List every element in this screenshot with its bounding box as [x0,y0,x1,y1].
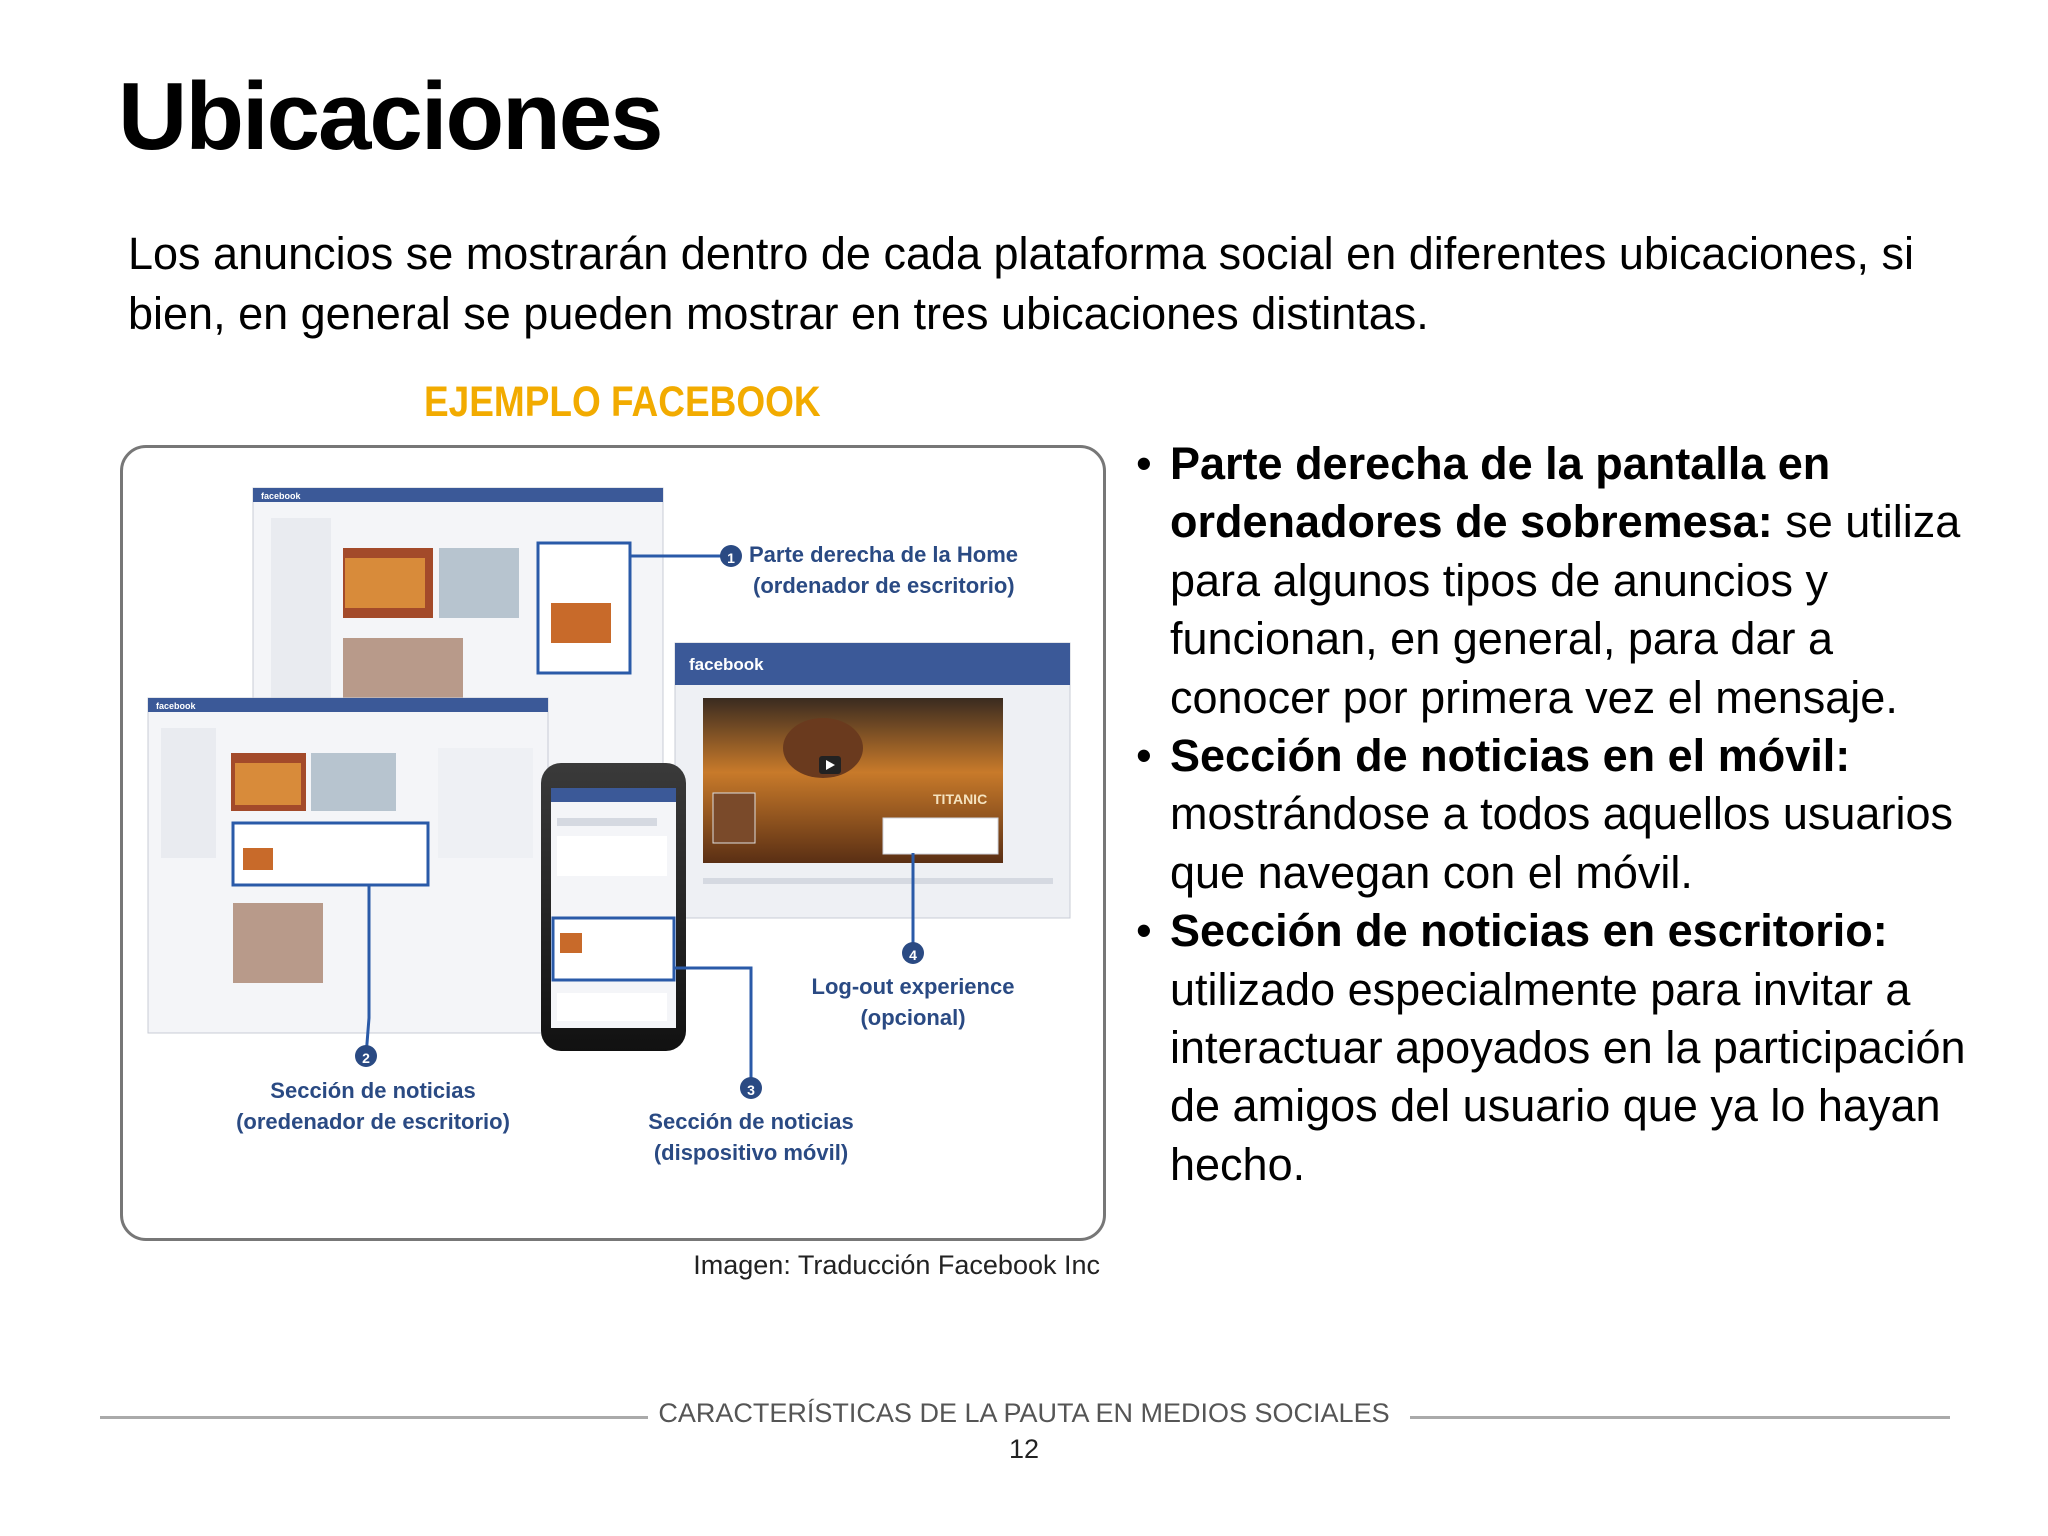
callout-2-line2: (oredenador de escritorio) [236,1109,510,1134]
callout-3-line1: Sección de noticias [648,1109,854,1134]
mobile-phone [541,763,686,1051]
footer-title: CARACTERÍSTICAS DE LA PAUTA EN MEDIOS SOCIALES [648,1398,1399,1428]
bullet-heading: Parte derecha de la pantalla en ordenadores de sobremesa: [1170,438,1831,548]
bullet-heading: Sección de noticias en escritorio: [1170,905,1888,957]
placements-list [1140,435,2000,1194]
callout-4-line2: (opcional) [860,1005,966,1030]
callout-3-line2: (dispositivo móvil) [653,1140,849,1165]
callout-2-line1: Sección de noticias [270,1078,476,1103]
page-number: 12 [1008,1434,1040,1464]
callout-2-number: 2 [362,1050,370,1066]
bullet-heading: Sección de noticias en el móvil: [1170,730,1851,782]
bullet-text: mostrándose a todos aquellos usuarios que navegan con el móvil. [1170,788,1953,898]
bullet-item [1140,727,2000,902]
intro-paragraph: Los anuncios se mostrarán dentro de cada plataforma social en diferentes ubicaciones, si bien, en general se pueden mostrar en tres ubicaciones distintas. [128,228,1915,339]
movie-title: TITANIC [933,791,988,807]
bullet-text: se utiliza para algunos tipos de anuncios y funcionan, en general, para dar a conocer por primera vez el mensaje. [1170,496,1961,723]
figure-heading: EJEMPLO FACEBOOK [424,378,821,426]
bullet-text: utilizado especialmente para invitar a interactuar apoyados en la participación de amigos del usuario que ya lo hayan hecho. [1170,963,1966,1190]
bullet-item [1140,435,2000,727]
desktop-screenshot-front [148,698,548,1033]
figure-caption: Imagen: Traducción Facebook Inc [693,1250,1100,1280]
logout-screenshot [675,643,1070,918]
callout-1-line1: Parte derecha de la Home [749,542,1019,567]
callout-4-number: 4 [909,947,917,963]
callout-1-number: 1 [727,550,735,566]
page-title: Ubicaciones [118,63,662,170]
callout-4-line1: Log-out experience [811,974,1015,999]
callout-3-number: 3 [747,1082,755,1098]
fb-logo-logout: facebook [689,655,764,674]
bullet-item [1140,902,2000,1194]
fb-logo-front: facebook [156,701,196,711]
fb-logo-back: facebook [261,491,301,501]
facebook-placements-figure [120,445,1106,1241]
footer-title-wrap [0,1398,2048,1429]
figure-illustration [123,448,1103,1238]
callout-1-line2: (ordenador de escritorio) [753,573,1015,598]
